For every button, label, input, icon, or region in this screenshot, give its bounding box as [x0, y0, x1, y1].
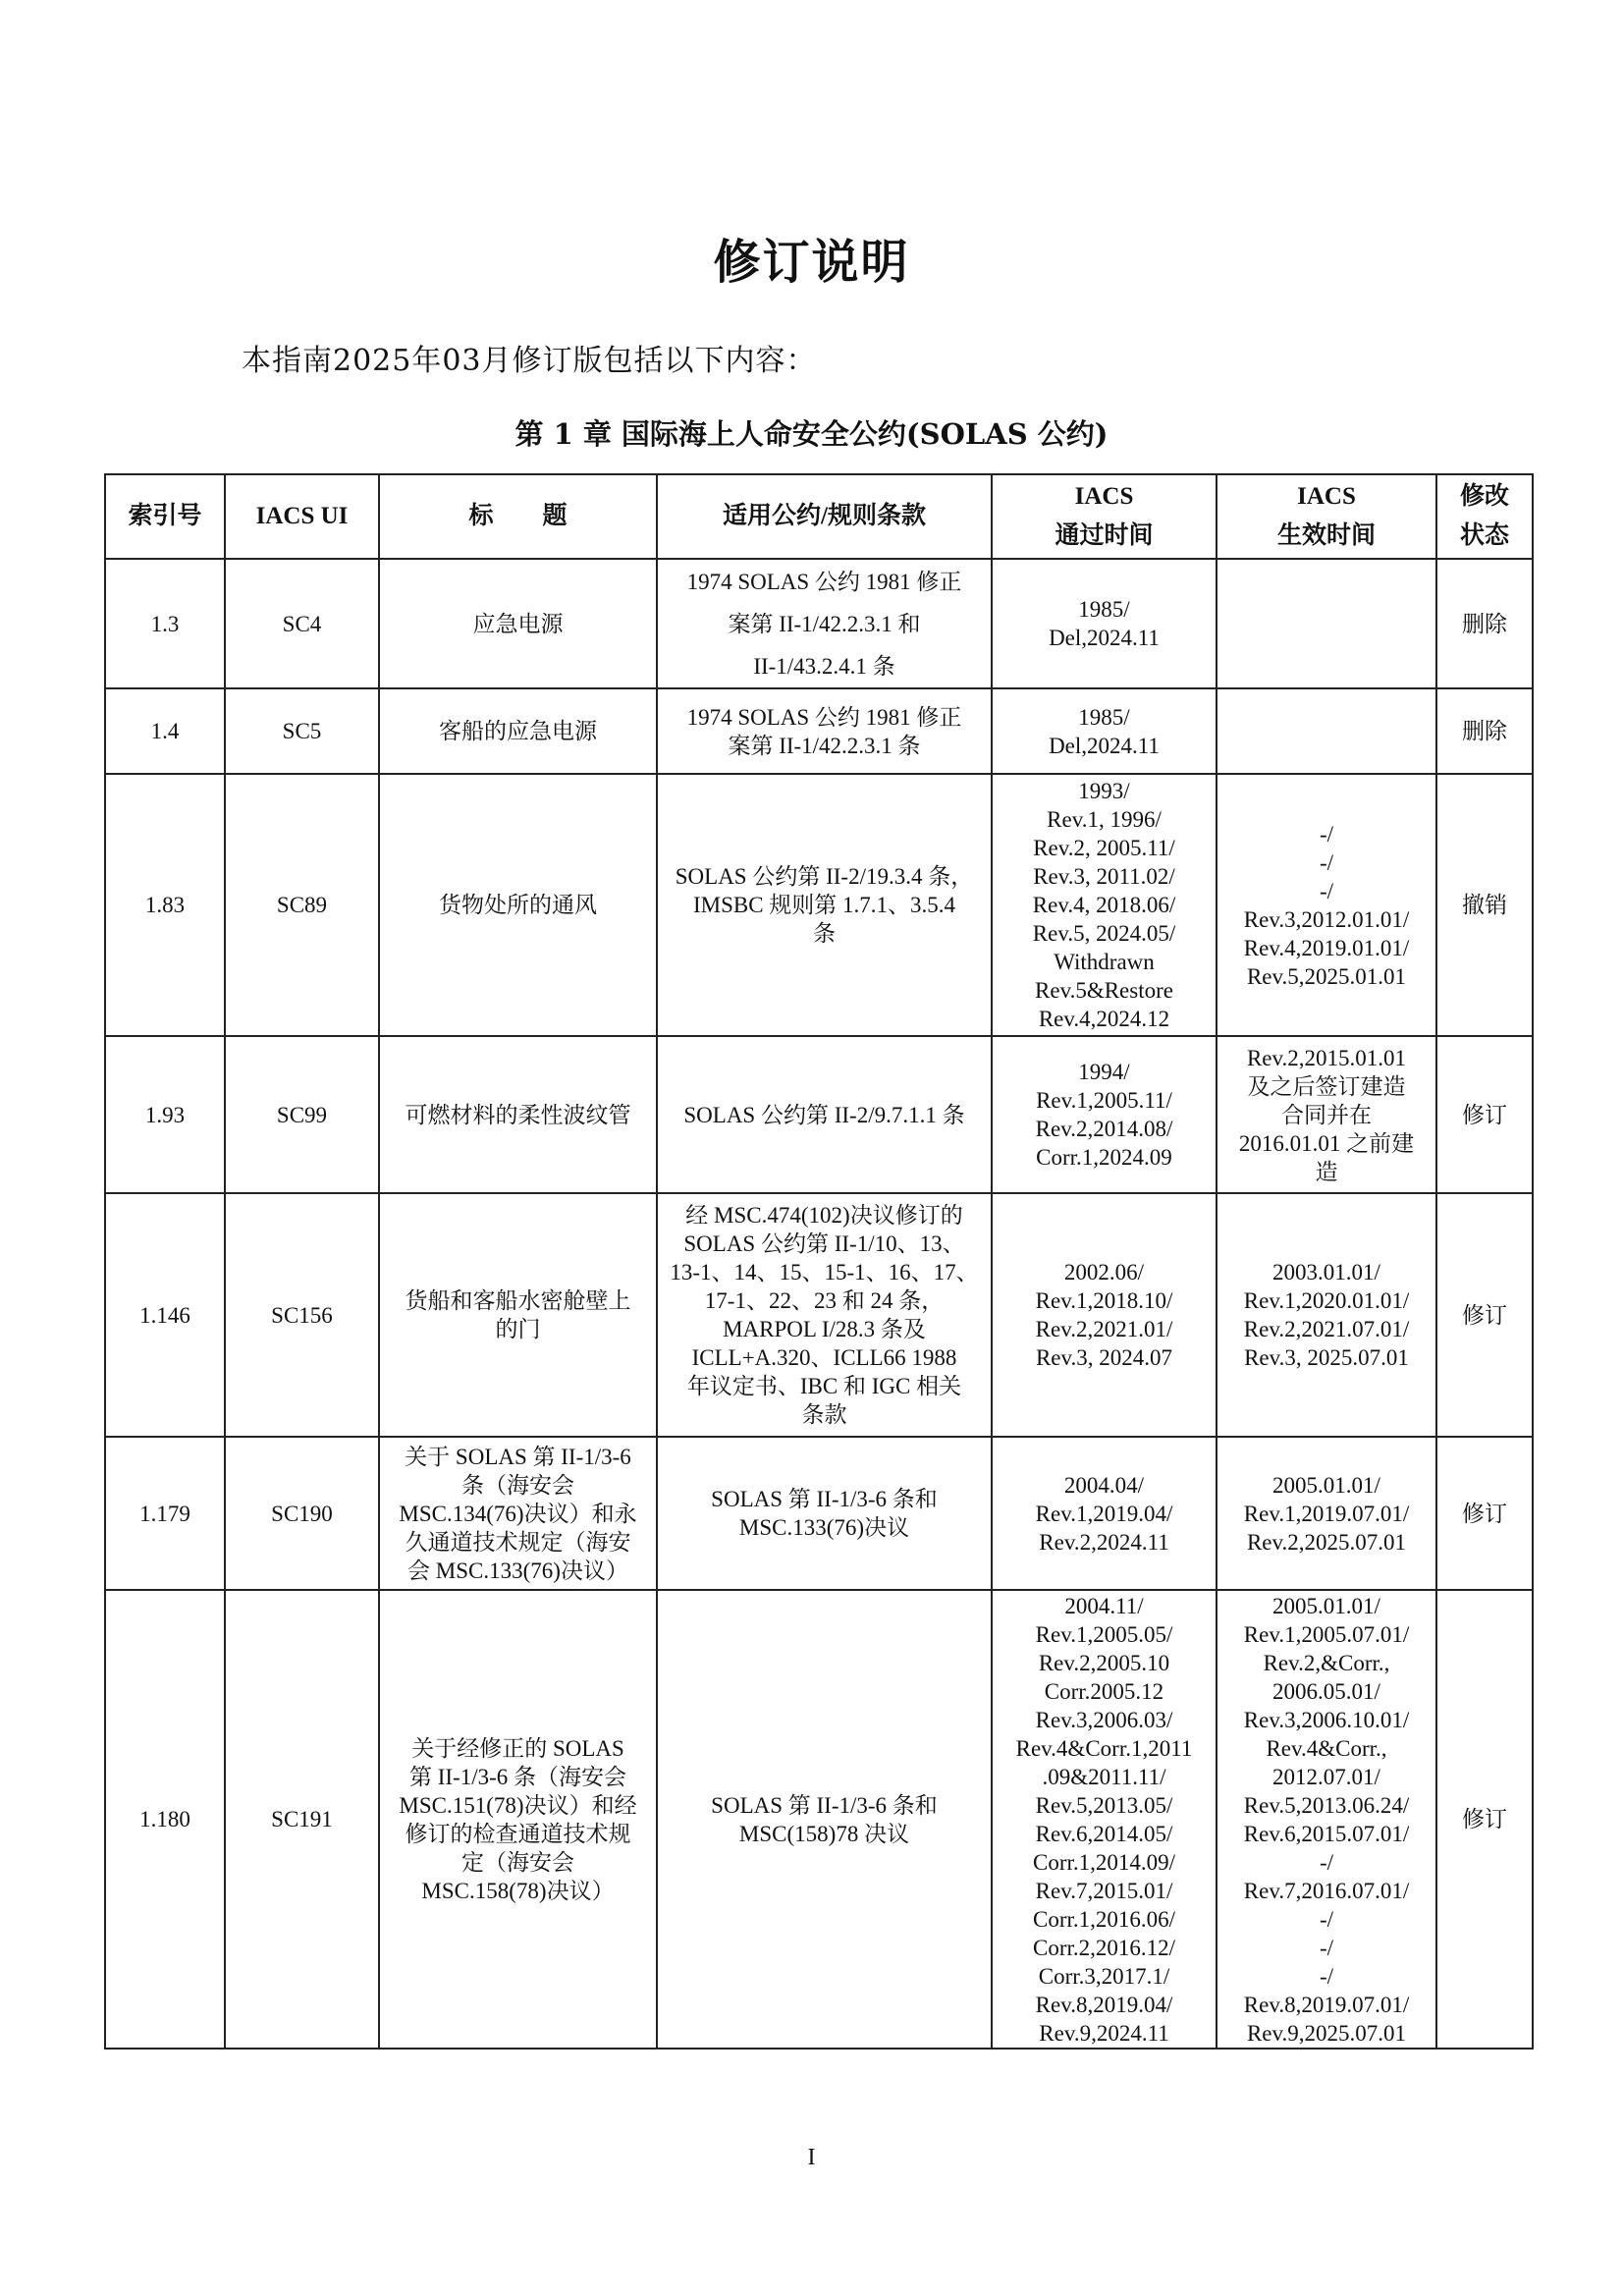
cell-clause: 1974 SOLAS 公约 1981 修正 案第 II-1/42.2.3.1 条 — [657, 688, 992, 774]
cell-adopted: 2002.06/ Rev.1,2018.10/ Rev.2,2021.01/ Rev.3, 2024.07 — [992, 1193, 1217, 1437]
header-title: 标 题 — [379, 474, 657, 559]
cell-iacs-ui: SC99 — [225, 1036, 379, 1193]
cell-index: 1.93 — [105, 1036, 225, 1193]
cell-index: 1.83 — [105, 774, 225, 1036]
cell-status: 删除 — [1436, 559, 1533, 688]
cell-effective — [1217, 688, 1436, 774]
cell-adopted: 1993/ Rev.1, 1996/ Rev.2, 2005.11/ Rev.3, 2011.02/ Rev.4, 2018.06/ Rev.5, 2024.05/ Withdrawn Rev.5&Restore Rev.4,2024.12 — [992, 774, 1217, 1036]
header-status: 修改 状态 — [1436, 474, 1533, 559]
cell-iacs-ui: SC4 — [225, 559, 379, 688]
table-row — [105, 688, 1533, 774]
cell-clause: SOLAS 公约第 II-2/9.7.1.1 条 — [657, 1036, 992, 1193]
cell-status: 修订 — [1436, 1193, 1533, 1437]
cell-iacs-ui: SC191 — [225, 1590, 379, 2049]
table-row — [105, 1590, 1533, 2049]
cell-adopted: 1985/ Del,2024.11 — [992, 559, 1217, 688]
page-title: 修订说明 — [713, 235, 910, 290]
cell-adopted: 2004.04/ Rev.1,2019.04/ Rev.2,2024.11 — [992, 1437, 1217, 1590]
cell-status: 撤销 — [1436, 774, 1533, 1036]
header-clause: 适用公约/规则条款 — [657, 474, 992, 559]
cell-status: 删除 — [1436, 688, 1533, 774]
cell-title: 客船的应急电源 — [379, 688, 657, 774]
cell-effective: -/ -/ -/ Rev.3,2012.01.01/ Rev.4,2019.01.01/ Rev.5,2025.01.01 — [1217, 774, 1436, 1036]
cell-index: 1.4 — [105, 688, 225, 774]
cell-iacs-ui: SC190 — [225, 1437, 379, 1590]
chapter-heading: 第 1 章 国际海上人命安全公约(SOLAS 公约) — [514, 417, 1109, 451]
table-row — [105, 559, 1533, 688]
header-index: 索引号 — [105, 474, 225, 559]
cell-iacs-ui: SC156 — [225, 1193, 379, 1437]
cell-status: 修订 — [1436, 1036, 1533, 1193]
cell-effective: 2003.01.01/ Rev.1,2020.01.01/ Rev.2,2021.07.01/ Rev.3, 2025.07.01 — [1217, 1193, 1436, 1437]
cell-title: 应急电源 — [379, 559, 657, 688]
table-header-row — [105, 474, 1533, 559]
cell-title: 关于 SOLAS 第 II-1/3-6 条（海安会 MSC.134(76)决议）和永 久通道技术规定（海安 会 MSC.133(76)决议） — [379, 1437, 657, 1590]
revision-table — [104, 473, 1534, 2050]
intro-text: 本指南2025年03月修订版包括以下内容： — [242, 344, 817, 378]
cell-index: 1.179 — [105, 1437, 225, 1590]
cell-title: 货物处所的通风 — [379, 774, 657, 1036]
cell-clause: 1974 SOLAS 公约 1981 修正 案第 II-1/42.2.3.1 和 II-1/43.2.4.1 条 — [657, 559, 992, 688]
header-iacs-ui: IACS UI — [225, 474, 379, 559]
header-effective: IACS 生效时间 — [1217, 474, 1436, 559]
cell-title: 可燃材料的柔性波纹管 — [379, 1036, 657, 1193]
cell-effective: 2005.01.01/ Rev.1,2005.07.01/ Rev.2,&Corr., 2006.05.01/ Rev.3,2006.10.01/ Rev.4&Corr., 2012.07.01/ Rev.5,2013.06.24/ Rev.6,2015.07.01/ -/ Rev.7,2016.07.01/ -/ -/ -/ Rev.8,2019.07.01/ Rev.9,2025.07.01 — [1217, 1590, 1436, 2049]
cell-adopted: 2004.11/ Rev.1,2005.05/ Rev.2,2005.10 Corr.2005.12 Rev.3,2006.03/ Rev.4&Corr.1,2011 .09&2011.11/ Rev.5,2013.05/ Rev.6,2014.05/ Corr.1,2014.09/ Rev.7,2015.01/ Corr.1,2016.06/ Corr.2,2016.12/ Corr.3,2017.1/ Rev.8,2019.04/ Rev.9,2024.11 — [992, 1590, 1217, 2049]
cell-effective: Rev.2,2015.01.01 及之后签订建造 合同并在 2016.01.01 之前建 造 — [1217, 1036, 1436, 1193]
cell-iacs-ui: SC89 — [225, 774, 379, 1036]
cell-status: 修订 — [1436, 1437, 1533, 1590]
cell-clause: SOLAS 第 II-1/3-6 条和 MSC.133(76)决议 — [657, 1437, 992, 1590]
page-number: I — [807, 2145, 816, 2170]
cell-clause: 经 MSC.474(102)决议修订的 SOLAS 公约第 II-1/10、13、 13-1、14、15、15-1、16、17、 17-1、22、23 和 24 条， MARPOL I/28.3 条及 ICLL+A.320、ICLL66 1988 年议定书、IBC 和 IGC 相关 条款 — [657, 1193, 992, 1437]
cell-title: 货船和客船水密舱壁上 的门 — [379, 1193, 657, 1437]
cell-clause: SOLAS 第 II-1/3-6 条和 MSC(158)78 决议 — [657, 1590, 992, 2049]
cell-index: 1.180 — [105, 1590, 225, 2049]
cell-effective: 2005.01.01/ Rev.1,2019.07.01/ Rev.2,2025.07.01 — [1217, 1437, 1436, 1590]
header-adopted: IACS 通过时间 — [992, 474, 1217, 559]
table-row — [105, 1437, 1533, 1590]
table-row — [105, 1193, 1533, 1437]
cell-clause: SOLAS 公约第 II-2/19.3.4 条， IMSBC 规则第 1.7.1、3.5.4 条 — [657, 774, 992, 1036]
cell-index: 1.146 — [105, 1193, 225, 1437]
cell-title: 关于经修正的 SOLAS 第 II-1/3-6 条（海安会 MSC.151(78)决议）和经 修订的检查通道技术规 定（海安会 MSC.158(78)决议） — [379, 1590, 657, 2049]
cell-adopted: 1994/ Rev.1,2005.11/ Rev.2,2014.08/ Corr.1,2024.09 — [992, 1036, 1217, 1193]
cell-adopted: 1985/ Del,2024.11 — [992, 688, 1217, 774]
cell-effective — [1217, 559, 1436, 688]
table-row — [105, 1036, 1533, 1193]
cell-index: 1.3 — [105, 559, 225, 688]
cell-iacs-ui: SC5 — [225, 688, 379, 774]
table-row — [105, 774, 1533, 1036]
cell-status: 修订 — [1436, 1590, 1533, 2049]
